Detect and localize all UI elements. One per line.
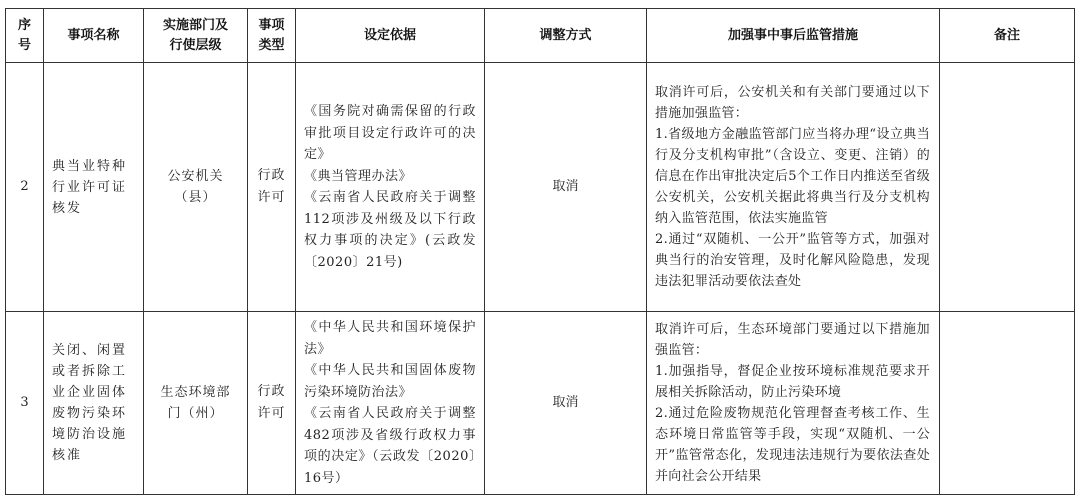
measure-line: 2.通过危险废物规范化管理督查考核工作、生态环境日常监管等手段，实现“双随机、一公开”监管常态化，发现违法违规行为要依法查处并向社会公开结果 [655,406,930,484]
row-dept: 生态环境部门（州） [144,312,248,495]
header-dept: 实施部门及行使层级 [144,9,248,63]
header-adjust: 调整方式 [485,9,647,63]
row-measures [647,63,940,312]
measure-line: 2.通过“双随机、一公开”监管等方式，加强对典当行的治安管理，及时化解风险隐患，发现违法犯罪活动要依法查处 [655,232,930,289]
row-basis [296,63,485,312]
basis-line: 《中华人民共和国环境保护法》 [304,320,476,357]
measure-line: 取消许可后，公安机关和有关部门要通过以下措施加强监管： [655,85,930,121]
table-row [6,63,1075,312]
basis-line: 《典当管理办法》 [304,168,413,184]
header-remarks: 备注 [940,9,1075,63]
measure-line: 取消许可后，生态环境部门要通过以下措施加强监管： [655,322,930,358]
basis-line: 《中华人民共和国固体废物污染环境防治法》 [304,363,476,400]
row-dept: 公安机关（县） [144,63,248,312]
row-basis [296,312,485,495]
row-type: 行政许可 [248,63,296,312]
header-row [6,9,1075,63]
row-measures [647,312,940,495]
header-seq: 序号 [6,9,44,63]
row-item-name: 典当业特种行业许可证核发 [44,63,144,312]
row-seq: 3 [6,312,44,495]
header-type: 事项类型 [248,9,296,63]
basis-line: 《国务院对确需保留的行政审批项目设定行政许可的决定》 [304,104,476,162]
header-name: 事项名称 [44,9,144,63]
row-adjust: 取消 [485,63,647,312]
table-row [6,312,1075,495]
administrative-items-table [5,8,1075,495]
row-remarks [940,63,1075,312]
row-item-name: 关闭、闲置或者拆除工业企业固体废物污染环境防治设施核准 [44,312,144,495]
row-seq: 2 [6,63,44,312]
header-measures: 加强事中事后监管措施 [647,9,940,63]
basis-line: 《云南省人民政府关于调整112项涉及州级及以下行政权力事项的决定》(云政发〔2020〕21号) [304,190,476,270]
row-type: 行政许可 [248,312,296,495]
basis-line: 《云南省人民政府关于调整482项涉及省级行政权力事项的决定》（云政发〔2020〕16号） [304,406,476,486]
row-remarks [940,312,1075,495]
header-basis: 设定依据 [296,9,485,63]
measure-line: 1.省级地方金融监管部门应当将办理“设立典当行及分支机构审批”（含设立、变更、注销）的信息在作出审批决定后5个工作日内推送至省级公安机关，公安机关据此将典当行及分支机构纳入监管范围，依法实施监管 [655,127,930,226]
document-page [5,8,1075,495]
row-adjust: 取消 [485,312,647,495]
measure-line: 1.加强指导，督促企业按环境标准规范要求开展相关拆除活动，防止污染环境 [655,364,930,400]
